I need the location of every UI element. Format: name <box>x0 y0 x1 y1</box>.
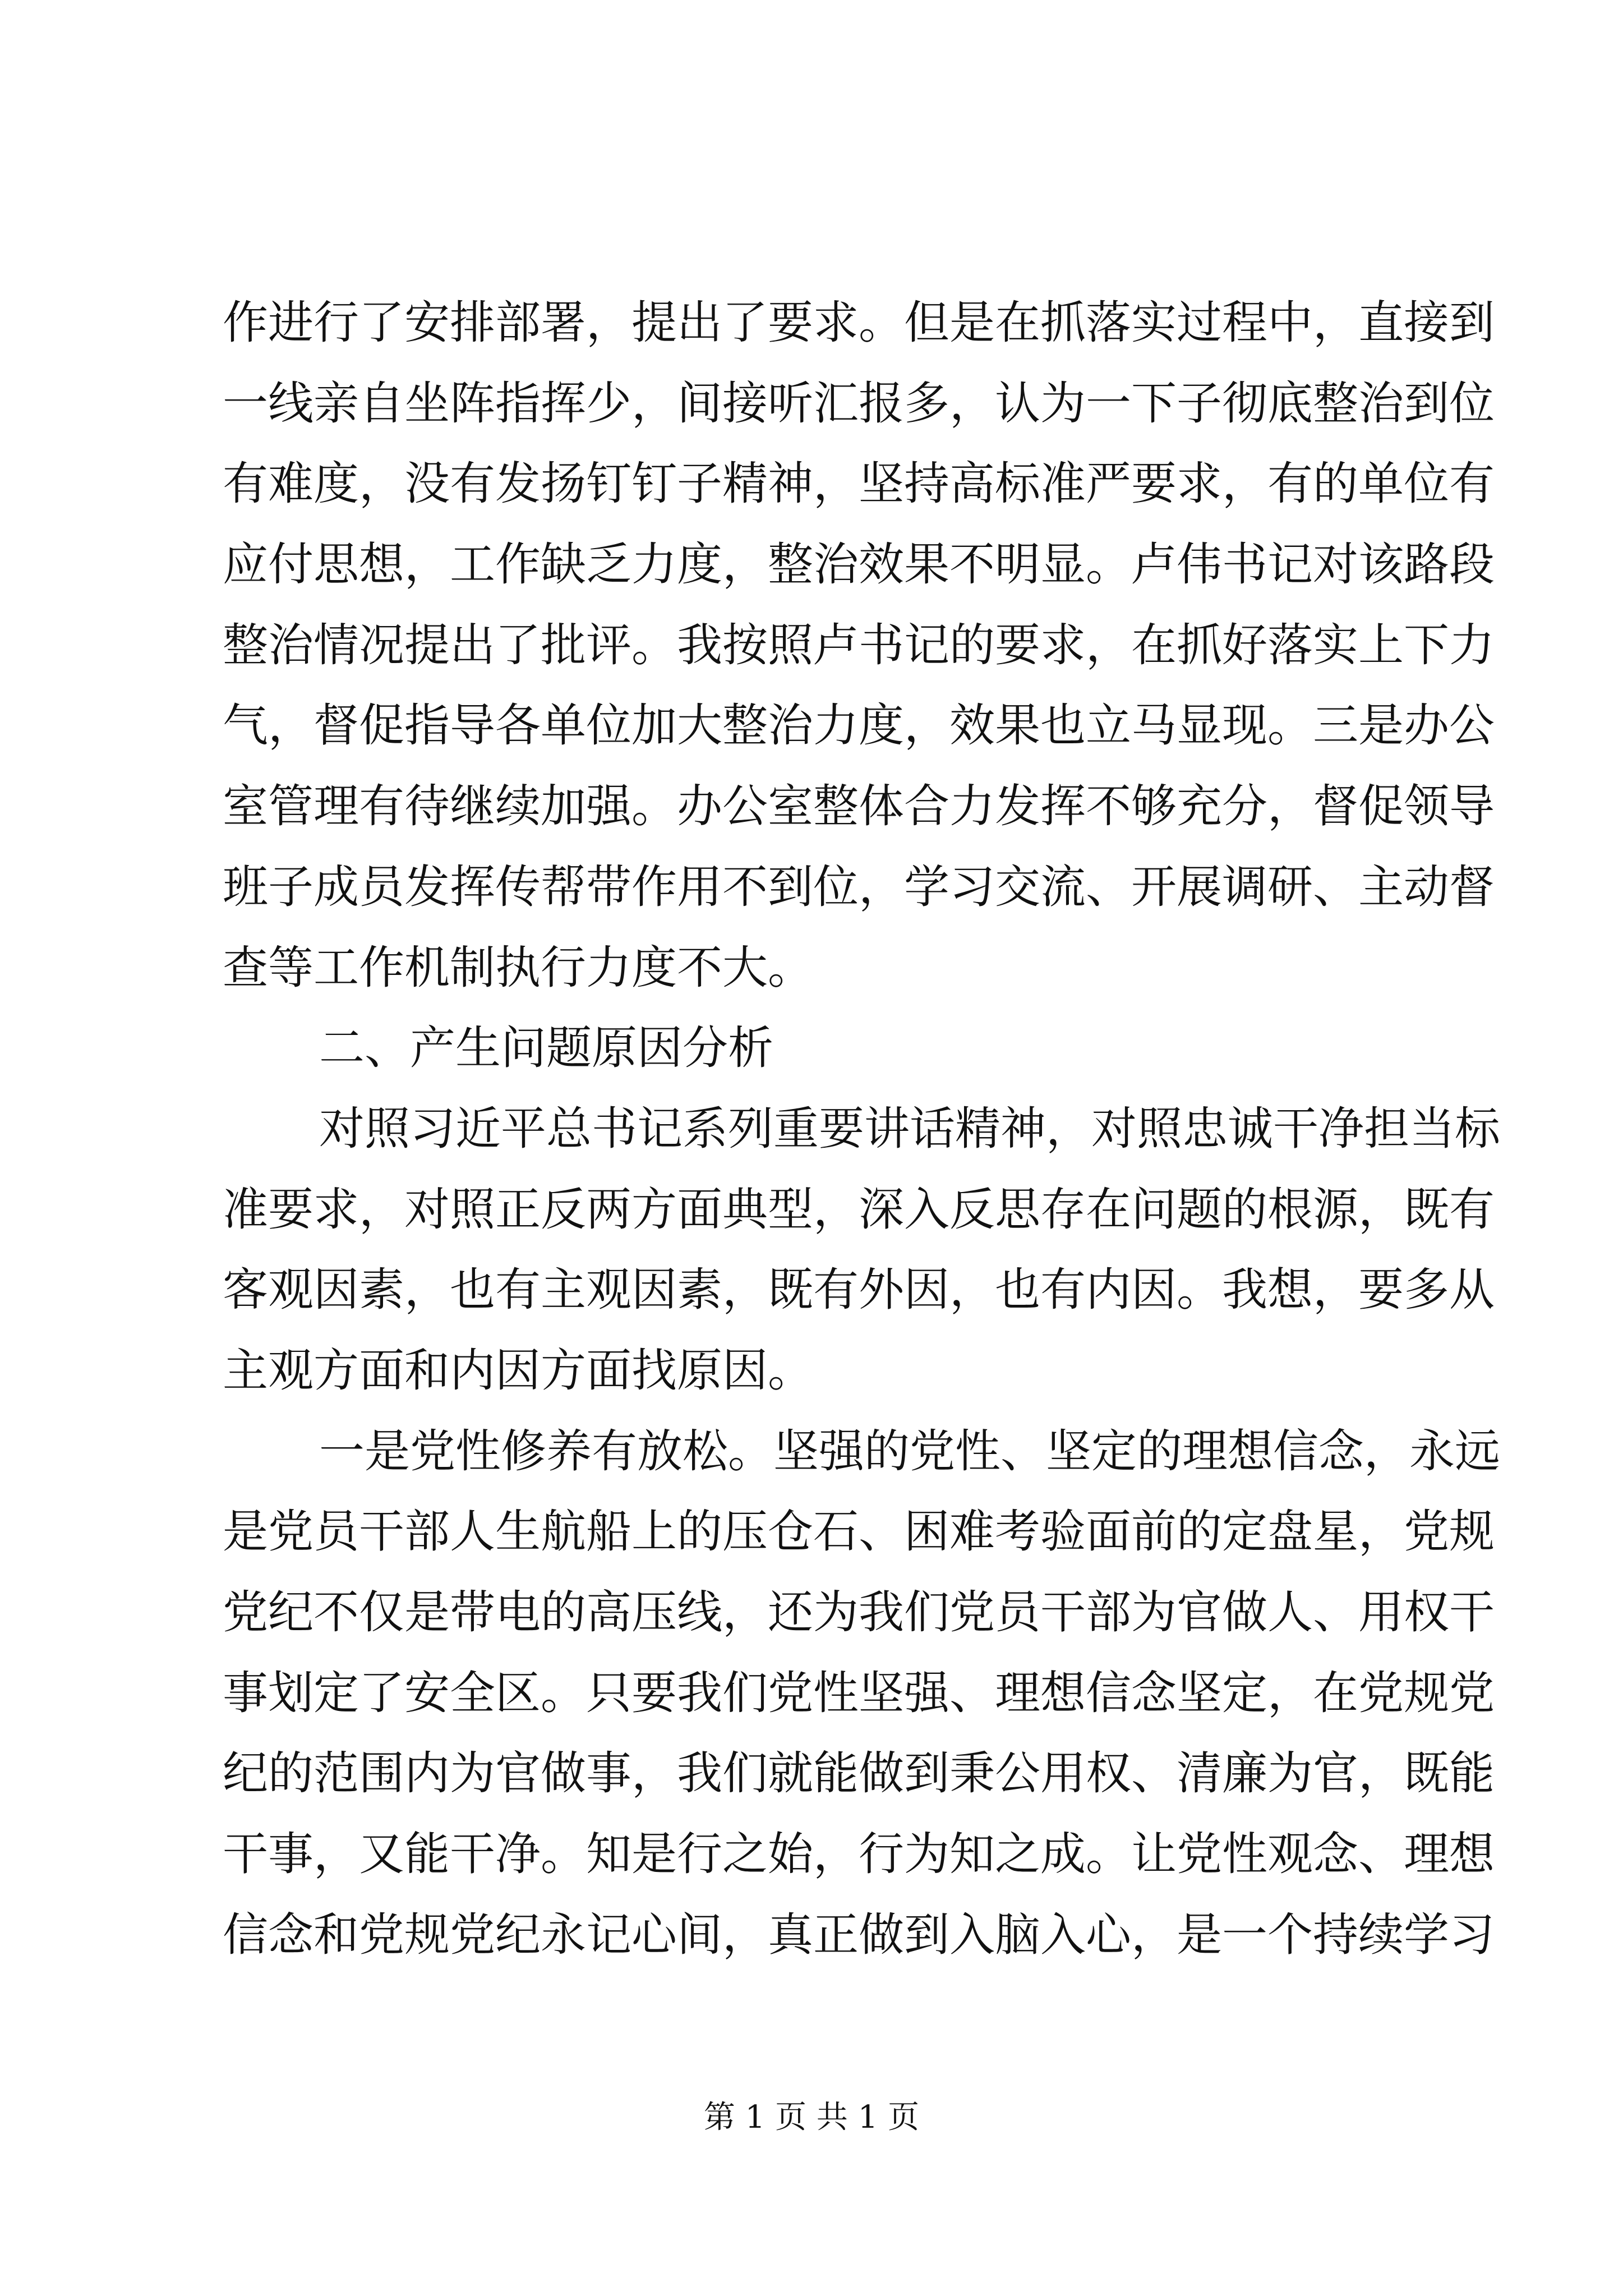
text-line: 气，督促指导各单位加大整治力度，效果也立马显现。三是办公 <box>223 700 1495 753</box>
text-line: 信念和党规党纪永记心间，真正做到入脑入心，是一个持续学习 <box>223 1908 1495 1962</box>
text-line: 纪的范围内为官做事，我们就能做到秉公用权、清廉为官，既能 <box>223 1747 1495 1801</box>
text-line: 作进行了安排部署，提出了要求。但是在抓落实过程中，直接到 <box>223 297 1495 349</box>
text-line: 整治情况提出了批评。我按照卢书记的要求，在抓好落实上下力 <box>223 619 1495 672</box>
text-line: 班子成员发挥传帮带作用不到位，学习交流、开展调研、主动督 <box>223 861 1495 914</box>
text-line: 对照习近平总书记系列重要讲话精神，对照忠诚干净担当标 <box>319 1102 1501 1156</box>
text-line: 客观因素，也有主观因素，既有外因，也有内因。我想，要多从 <box>223 1264 1495 1317</box>
text-line: 室管理有待继续加强。办公室整体合力发挥不够充分，督促领导 <box>223 780 1495 834</box>
document-body <box>223 283 1501 1976</box>
text-line: 是党员干部人生航船上的压仓石、困难考验面前的定盘星，党规 <box>223 1506 1495 1559</box>
text-line: 一是党性修养有放松。坚强的党性、坚定的理想信念，永远 <box>319 1425 1501 1478</box>
text-line: 事划定了安全区。只要我们党性坚强、理想信念坚定，在党规党 <box>223 1667 1495 1720</box>
text-line: 准要求，对照正反两方面典型，深入反思存在问题的根源，既有 <box>223 1183 1495 1236</box>
text-line: 干事，又能干净。知是行之始，行为知之成。让党性观念、理想 <box>223 1828 1495 1881</box>
text-line: 有难度，没有发扬钉钉子精神，坚持高标准严要求，有的单位有 <box>223 458 1495 511</box>
page-number-footer: 第 1 页 共 1 页 <box>703 2099 920 2136</box>
text-line: 查等工作机制执行力度不大。 <box>223 941 814 995</box>
section-heading: 二、产生问题原因分析 <box>319 1022 774 1075</box>
text-line: 主观方面和内因方面找原因。 <box>223 1344 814 1397</box>
text-line: 党纪不仅是带电的高压线，还为我们党员干部为官做人、用权干 <box>223 1586 1495 1639</box>
text-line: 应付思想，工作缺乏力度，整治效果不明显。卢伟书记对该路段 <box>223 539 1495 592</box>
text-line: 一线亲自坐阵指挥少，间接听汇报多，认为一下子彻底整治到位 <box>223 377 1495 430</box>
